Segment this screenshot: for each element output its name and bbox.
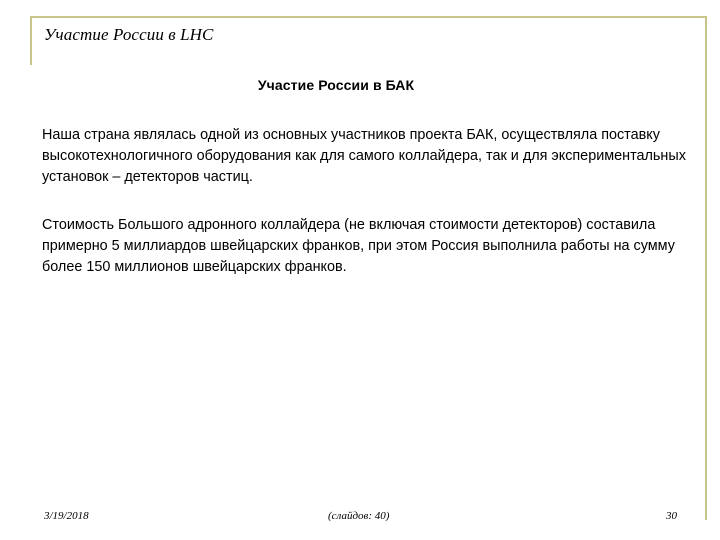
paragraph-cost: Стоимость Большого адронного коллайдера (не включая стоимости детекторов) составила примерно 5 миллиардов швейцарских франков, при этом Россия выполнила работы на сумму более 150 миллионов швейцарских франков.	[42, 217, 675, 275]
frame-left-rule	[30, 16, 32, 65]
content-heading: Участие России в БАК	[257, 77, 415, 93]
frame-right-rule	[705, 16, 707, 520]
footer-slide-count: (слайдов: 40)	[328, 510, 390, 522]
slide-title: Участие России в LHC	[44, 25, 214, 44]
footer-date: 3/19/2018	[44, 510, 89, 522]
paragraph-participation: Наша страна являлась одной из основных участников проекта БАК, осуществляла поставку высокотехнологичного оборудования как для самого коллайдера, так и для экспериментальных установок – детекторов частиц.	[42, 127, 686, 185]
footer-page-number: 30	[666, 510, 677, 522]
frame-top-rule	[30, 16, 707, 18]
